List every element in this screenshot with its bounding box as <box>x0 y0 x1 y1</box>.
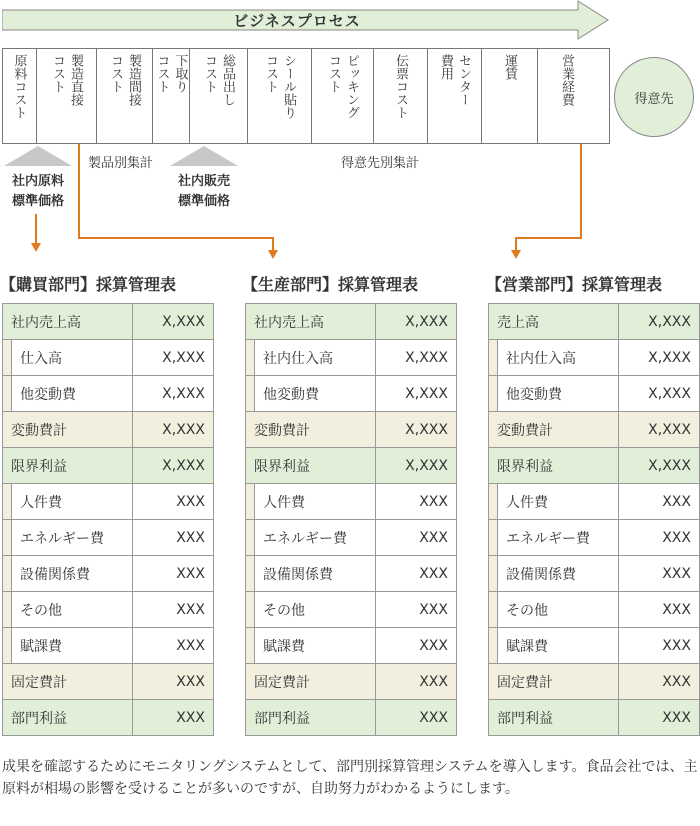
connector-sales-vertical <box>580 144 582 239</box>
arrow-title: ビジネスプロセス <box>233 12 361 30</box>
process-cell <box>2 48 37 144</box>
row-label: 他変動費 <box>255 376 376 412</box>
row-value: XXX <box>619 520 700 556</box>
row-value: X,XXX <box>376 376 457 412</box>
process-cell <box>538 48 595 144</box>
table-row <box>489 700 700 736</box>
table-row <box>246 664 457 700</box>
table-row <box>3 448 214 484</box>
row-label: 限界利益 <box>246 448 376 484</box>
row-value: X,XXX <box>133 448 214 484</box>
process-cell-label: 営業経費 <box>559 54 574 106</box>
process-cell-label: シール貼り <box>281 54 296 119</box>
row-label: 人件費 <box>498 484 619 520</box>
row-value: XXX <box>133 520 214 556</box>
process-cell-label: 運賃 <box>502 54 517 80</box>
product-aggregation-label: 製品別集計 <box>88 156 154 171</box>
table-row <box>246 700 457 736</box>
table-row <box>246 520 457 556</box>
row-label: 社内売上高 <box>246 304 376 340</box>
row-label: 設備関係費 <box>255 556 376 592</box>
table-row <box>3 628 214 664</box>
indent-cell <box>489 520 498 556</box>
row-label: 固定費計 <box>489 664 619 700</box>
process-cell-label: 下取り <box>172 54 188 93</box>
table-row <box>489 664 700 700</box>
table-row <box>489 592 700 628</box>
row-label: 部門利益 <box>489 700 619 736</box>
sales-profit-table <box>488 303 700 736</box>
table-row <box>489 484 700 520</box>
row-value: XXX <box>133 628 214 664</box>
production-profit-table <box>245 303 457 736</box>
table-row <box>246 304 457 340</box>
process-cell-label: 伝票コスト <box>393 54 408 119</box>
table-row <box>3 556 214 592</box>
caption-text: 成果を確認するためにモニタリングシステムとして、部門別採算管理システムを導入します。食品会社では、主原料が相場の影響を受けることが多いのですが、自助努力がわかるようにします。 <box>2 759 698 797</box>
row-value: XXX <box>376 520 457 556</box>
row-label: その他 <box>12 592 133 628</box>
row-value: X,XXX <box>133 304 214 340</box>
row-value: XXX <box>619 592 700 628</box>
row-value: XXX <box>376 592 457 628</box>
row-value: X,XXX <box>619 412 700 448</box>
indent-cell <box>246 628 255 664</box>
process-cell-label: 総品出し <box>220 54 235 106</box>
table-row <box>246 556 457 592</box>
customer-circle: 得意先 <box>614 57 694 137</box>
row-label: 賦課費 <box>12 628 133 664</box>
connector-purchase <box>35 214 37 244</box>
table-row <box>3 520 214 556</box>
row-value: XXX <box>133 556 214 592</box>
production-table-title: 【生産部門】採算管理表 <box>242 275 419 294</box>
table-row <box>489 340 700 376</box>
row-label: 限界利益 <box>489 448 619 484</box>
row-label: 部門利益 <box>246 700 376 736</box>
row-label: 変動費計 <box>3 412 133 448</box>
process-cell-label: 製造間接 <box>126 54 141 106</box>
row-label: 部門利益 <box>3 700 133 736</box>
connector-production-down <box>272 237 274 251</box>
row-label: エネルギー費 <box>12 520 133 556</box>
indent-cell <box>246 376 255 412</box>
indent-cell <box>489 628 498 664</box>
table-row <box>246 448 457 484</box>
table-row <box>3 304 214 340</box>
row-label: 他変動費 <box>12 376 133 412</box>
row-value: XXX <box>376 484 457 520</box>
row-value: X,XXX <box>376 304 457 340</box>
table-row <box>489 376 700 412</box>
row-value: X,XXX <box>619 376 700 412</box>
row-label: エネルギー費 <box>498 520 619 556</box>
table-row <box>489 628 700 664</box>
sales-table-title: 【営業部門】採算管理表 <box>486 275 663 294</box>
row-value: X,XXX <box>619 340 700 376</box>
process-cell-label: コスト <box>108 54 123 93</box>
material-triangle <box>4 146 72 166</box>
row-value: XXX <box>376 700 457 736</box>
table-row <box>246 484 457 520</box>
row-label: 変動費計 <box>246 412 376 448</box>
row-value: X,XXX <box>376 412 457 448</box>
indent-cell <box>489 556 498 592</box>
row-value: X,XXX <box>133 412 214 448</box>
customer-aggregation-label: 得意先別集計 <box>341 156 420 171</box>
process-cell <box>312 48 374 144</box>
table-row <box>3 484 214 520</box>
table-row <box>3 664 214 700</box>
row-label: 固定費計 <box>246 664 376 700</box>
indent-cell <box>3 340 12 376</box>
row-value: XXX <box>133 592 214 628</box>
indent-cell <box>246 556 255 592</box>
sales-triangle <box>170 146 238 166</box>
row-label: 人件費 <box>12 484 133 520</box>
table-row <box>489 412 700 448</box>
process-cell-label: コスト <box>154 54 170 93</box>
table-row <box>3 412 214 448</box>
purchase-profit-table <box>2 303 214 736</box>
connector-sales-head <box>511 250 521 259</box>
process-cell <box>374 48 428 144</box>
sales-price-note <box>166 172 242 212</box>
row-value: XXX <box>376 556 457 592</box>
row-label: 他変動費 <box>498 376 619 412</box>
table-row <box>489 520 700 556</box>
table-row <box>3 700 214 736</box>
row-value: X,XXX <box>619 448 700 484</box>
row-label: 変動費計 <box>489 412 619 448</box>
table-row <box>489 448 700 484</box>
indent-cell <box>246 592 255 628</box>
row-label: 社内仕入高 <box>255 340 376 376</box>
row-label: 賦課費 <box>255 628 376 664</box>
indent-cell <box>489 484 498 520</box>
material-price-line-2: 標準価格 <box>11 194 64 209</box>
process-cell <box>248 48 312 144</box>
process-cell-label: 製造直接 <box>68 54 83 106</box>
connector-production-head <box>268 250 278 259</box>
row-label: 社内売上高 <box>3 304 133 340</box>
table-row <box>3 592 214 628</box>
material-price-note <box>0 172 76 212</box>
indent-cell <box>3 520 12 556</box>
indent-cell <box>246 340 255 376</box>
process-cell-label: 費用 <box>438 54 453 80</box>
process-cell-label: コスト <box>50 54 65 93</box>
row-label: 設備関係費 <box>498 556 619 592</box>
connector-sales-horizontal <box>515 237 582 239</box>
indent-cell <box>489 592 498 628</box>
row-value: XXX <box>133 484 214 520</box>
row-value: XXX <box>619 556 700 592</box>
row-value: XXX <box>376 664 457 700</box>
table-row <box>246 592 457 628</box>
row-label: 売上高 <box>489 304 619 340</box>
indent-cell <box>3 484 12 520</box>
row-label: 人件費 <box>255 484 376 520</box>
indent-cell <box>3 376 12 412</box>
indent-cell <box>489 376 498 412</box>
table-row <box>3 340 214 376</box>
sales-price-line-1: 社内販売 <box>177 174 230 189</box>
process-cell-label: 原料コスト <box>11 54 27 119</box>
connector-purchase-head <box>31 243 41 252</box>
indent-cell <box>489 340 498 376</box>
table-row <box>246 340 457 376</box>
connector-production-horizontal <box>78 237 274 239</box>
table-row <box>246 628 457 664</box>
row-value: XXX <box>619 484 700 520</box>
row-label: エネルギー費 <box>255 520 376 556</box>
row-label: 固定費計 <box>3 664 133 700</box>
process-cell <box>482 48 538 144</box>
process-cell <box>190 48 248 144</box>
process-cell <box>153 48 190 144</box>
row-label: その他 <box>498 592 619 628</box>
process-cell <box>428 48 482 144</box>
row-value: XXX <box>619 664 700 700</box>
process-cell-label: コスト <box>326 54 341 93</box>
row-value: XXX <box>376 628 457 664</box>
process-cell <box>97 48 153 144</box>
process-cell-label: ピッキング <box>344 54 359 119</box>
row-value: X,XXX <box>376 340 457 376</box>
row-label: 設備関係費 <box>12 556 133 592</box>
sales-price-line-2: 標準価格 <box>177 194 230 209</box>
row-label: その他 <box>255 592 376 628</box>
row-label: 仕入高 <box>12 340 133 376</box>
table-row <box>246 376 457 412</box>
row-value: XXX <box>133 700 214 736</box>
connector-sales-down <box>515 237 517 251</box>
row-value: X,XXX <box>133 376 214 412</box>
row-value: XXX <box>619 700 700 736</box>
purchase-table-title: 【購買部門】採算管理表 <box>0 275 177 294</box>
row-value: XXX <box>619 628 700 664</box>
indent-cell <box>3 628 12 664</box>
table-row <box>246 412 457 448</box>
row-value: X,XXX <box>619 304 700 340</box>
table-row <box>3 376 214 412</box>
indent-cell <box>3 556 12 592</box>
indent-cell <box>3 592 12 628</box>
indent-cell <box>246 484 255 520</box>
table-row <box>489 304 700 340</box>
table-row <box>489 556 700 592</box>
row-label: 社内仕入高 <box>498 340 619 376</box>
row-value: X,XXX <box>376 448 457 484</box>
business-process-arrow <box>2 0 612 44</box>
process-cell-label: センター <box>456 54 471 106</box>
process-cell-label: コスト <box>263 54 278 93</box>
material-price-line-1: 社内原料 <box>11 174 64 189</box>
indent-cell <box>246 520 255 556</box>
connector-production-vertical <box>78 144 80 238</box>
row-label: 限界利益 <box>3 448 133 484</box>
row-label: 賦課費 <box>498 628 619 664</box>
process-cell <box>37 48 97 144</box>
row-value: X,XXX <box>133 340 214 376</box>
row-value: XXX <box>133 664 214 700</box>
process-cell-label: コスト <box>202 54 217 93</box>
